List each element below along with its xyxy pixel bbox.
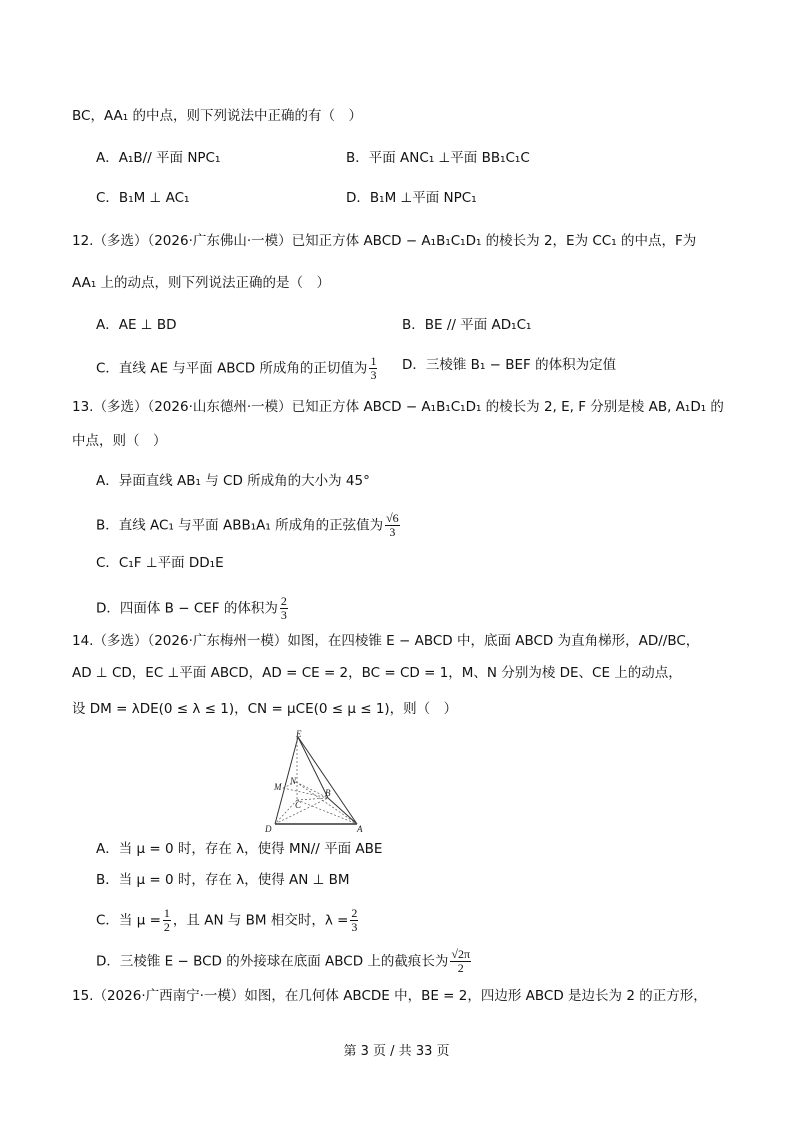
label-n: N (290, 776, 297, 786)
fraction-part: 2 (351, 906, 358, 920)
text-segment: D．四面体 B − CEF 的体积为 (96, 600, 278, 617)
text-segment: BC，AA₁ 的中点，则下列说法中正确的有（ ） (72, 108, 362, 124)
fraction-part: 3 (389, 525, 396, 539)
fraction (450, 948, 471, 975)
answer-option (96, 907, 360, 934)
text-segment: 中点，则（ ） (72, 433, 167, 449)
answer-option (96, 471, 370, 491)
question-text-line (72, 231, 696, 251)
answer-option (96, 355, 379, 382)
question-text-line (72, 699, 457, 719)
answer-option (96, 870, 350, 890)
label-e: E (296, 729, 302, 739)
answer-option (402, 355, 616, 375)
text-segment: C．直线 AE 与平面 ABCD 所成角的正切值为 (96, 360, 368, 377)
fraction (163, 907, 171, 934)
text-segment: D．三棱锥 E − BCD 的外接球在底面 ABCD 上的截痕长为 (96, 953, 449, 970)
answer-option (346, 188, 477, 208)
question-text-line (72, 663, 682, 683)
answer-option (96, 839, 382, 859)
fraction-part: √6 (386, 511, 399, 525)
fraction (280, 595, 288, 622)
answer-option (96, 148, 220, 168)
label-a: A (357, 824, 363, 834)
question-text-line (72, 106, 362, 126)
text-segment: B．当 μ = 0 时，存在 λ，使得 AN ⊥ BM (96, 872, 350, 888)
text-segment: B．平面 ANC₁ ⊥平面 BB₁C₁C (346, 150, 530, 166)
fraction (385, 512, 400, 539)
text-segment: D．B₁M ⊥平面 NPC₁ (346, 190, 477, 206)
fraction (350, 907, 358, 934)
fraction-part: √2π (451, 947, 471, 961)
answer-option (402, 315, 531, 335)
text-segment: D．三棱锥 B₁ − BEF 的体积为定值 (402, 357, 617, 373)
text-segment: AD ⊥ CD，EC ⊥平面 ABCD，AD = CE = 2，BC = CD = 1，M、N 分别为棱 DE、CE 上的动点， (72, 665, 682, 681)
text-segment: 14.（多选）（2026·广东梅州一模）如图，在四棱锥 E − ABCD 中，底面 ABCD 为直角梯形，AD//BC， (72, 633, 700, 649)
text-segment: ，且 AN 与 BM 相交时，λ = (172, 912, 349, 929)
answer-option (96, 188, 189, 208)
question-text-line (72, 431, 167, 451)
fraction-part: 3 (351, 920, 358, 934)
label-d: D (265, 824, 272, 834)
answer-option (96, 948, 473, 975)
text-segment: A．AE ⊥ BD (96, 317, 177, 333)
answer-option (96, 315, 177, 335)
text-segment: A．异面直线 AB₁ 与 CD 所成角的大小为 45° (96, 473, 370, 489)
text-segment: 12.（多选）（2026·广东佛山·一模）已知正方体 ABCD − A₁B₁C₁D₁ 的棱长为 2，E为 CC₁ 的中点，F为 (72, 233, 697, 249)
answer-option (96, 595, 290, 622)
text-segment: 15.（2026·广西南宁·一模）如图，在几何体 ABCDE 中，BE = 2，四边形 ABCD 是边长为 2 的正方形， (72, 988, 707, 1004)
label-m: M (274, 782, 282, 792)
fraction-part: 1 (370, 354, 377, 368)
fraction-part: 3 (370, 368, 377, 382)
fraction-part: 2 (280, 594, 287, 608)
question-text-line (72, 631, 699, 651)
text-segment: A．当 μ = 0 时，存在 λ，使得 MN// 平面 ABE (96, 841, 383, 857)
text-segment: 设 DM = λDE(0 ≤ λ ≤ 1)，CN = μCE(0 ≤ μ ≤ 1)，则（ ） (72, 701, 458, 717)
text-segment: B．BE // 平面 AD₁C₁ (402, 317, 532, 333)
fraction-part: 1 (163, 906, 170, 920)
pyramid-figure (260, 728, 380, 838)
text-segment: C．当 μ = (96, 912, 161, 929)
text-segment: A．A₁B// 平面 NPC₁ (96, 150, 221, 166)
label-b: B (325, 788, 331, 798)
question-text-line (72, 986, 707, 1006)
text-segment: AA₁ 上的动点，则下列说法正确的是（ ） (72, 275, 331, 291)
question-text-line (72, 397, 724, 417)
fraction (369, 355, 377, 382)
fraction-part: 2 (457, 961, 464, 975)
text-segment: 13.（多选）（2026·山东德州·一模）已知正方体 ABCD − A₁B₁C₁D₁ 的棱长为 2, E, F 分别是棱 AB, A₁D₁ 的 (72, 399, 724, 415)
text-segment: C．B₁M ⊥ AC₁ (96, 190, 190, 206)
fraction-part: 2 (163, 920, 170, 934)
page-footer: 第 3 页 / 共 33 页 (343, 1044, 450, 1059)
answer-option (346, 148, 530, 168)
question-text-line (72, 273, 330, 293)
label-c: C (295, 800, 302, 810)
text-segment: C．C₁F ⊥平面 DD₁E (96, 555, 224, 571)
answer-option (96, 553, 224, 573)
answer-option (96, 512, 402, 539)
fraction-part: 3 (280, 608, 287, 622)
text-segment: B．直线 AC₁ 与平面 ABB₁A₁ 所成角的正弦值为 (96, 517, 384, 534)
